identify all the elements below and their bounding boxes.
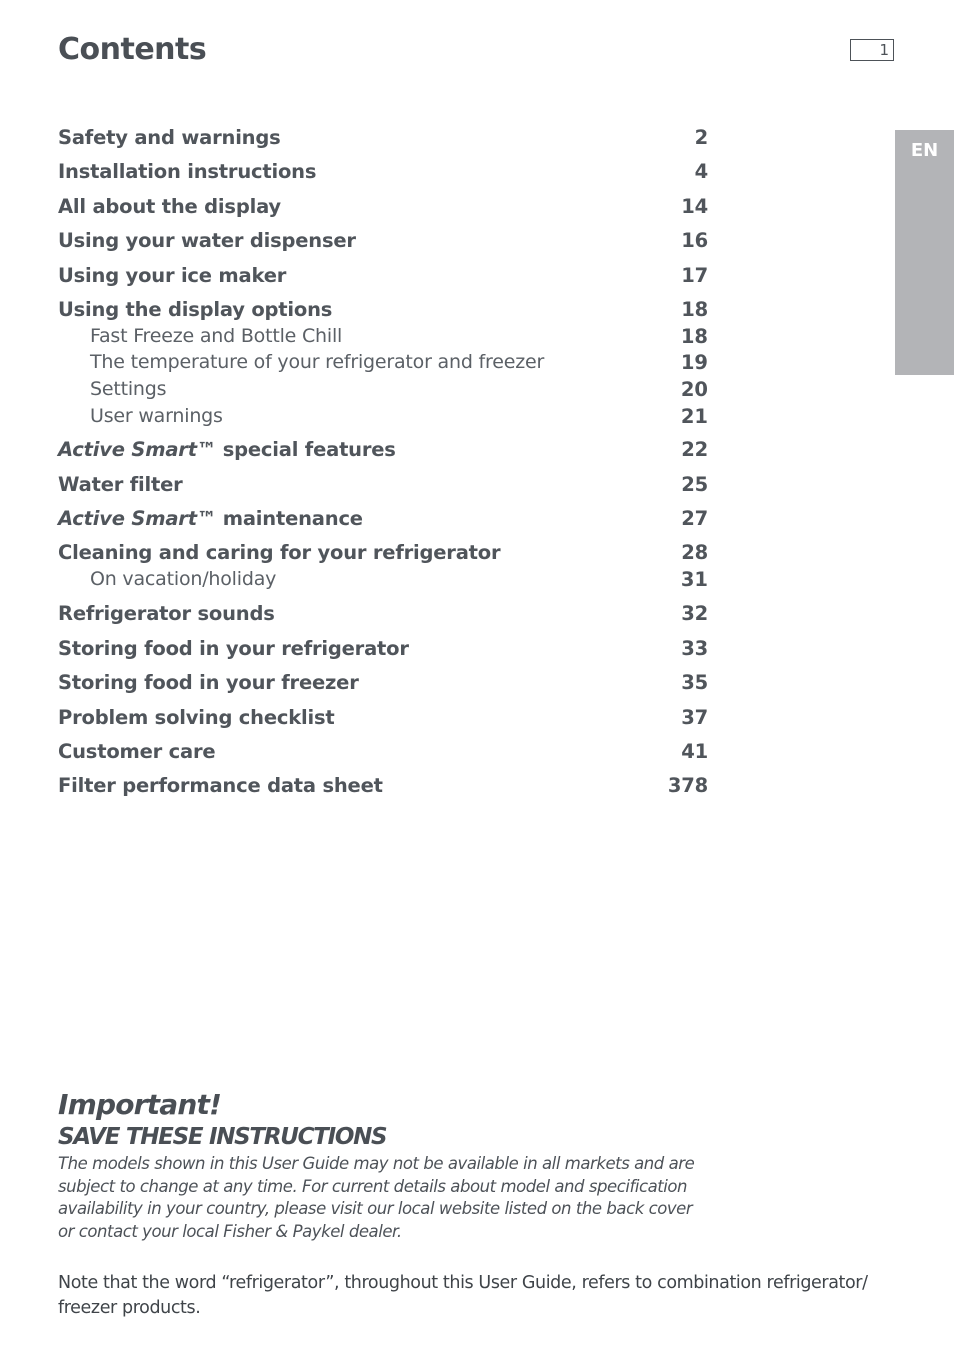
toc-entry-label: Water filter (58, 473, 183, 496)
toc-entry-page: 28 (681, 541, 708, 564)
toc-entry-label: Safety and warnings (58, 126, 281, 149)
toc-entry-label: Customer care (58, 740, 216, 763)
toc-entry-label: Active Smart™ special features (58, 438, 396, 461)
disclaimer-line: or contact your local Fisher & Paykel dealer. (58, 1222, 402, 1242)
disclaimer-line: subject to change at any time. For current details about model and specification (58, 1176, 688, 1196)
toc-entry-label: Storing food in your freezer (58, 671, 359, 694)
toc-subentry-page: 18 (680, 325, 708, 348)
toc-entry[interactable] (58, 195, 708, 225)
toc-entry[interactable] (58, 637, 708, 667)
toc-entry[interactable] (58, 671, 708, 701)
toc-entry-label: Using your water dispenser (58, 229, 356, 252)
toc-subentry-label: The temperature of your refrigerator and freezer (90, 351, 545, 373)
toc-entry-label: Problem solving checklist (58, 706, 335, 729)
toc-entry-label: Using your ice maker (58, 264, 287, 287)
refrigerator-note (58, 1271, 878, 1321)
toc-subentry[interactable] (58, 378, 708, 408)
toc-entry[interactable] (58, 706, 708, 736)
toc-entry[interactable] (58, 473, 708, 503)
page-number: 1 (850, 39, 894, 61)
toc-entry-page: 32 (681, 602, 708, 625)
toc-entry[interactable] (58, 298, 708, 328)
toc-entry[interactable] (58, 264, 708, 294)
toc-entry-page: 18 (681, 298, 708, 321)
save-instructions-heading: SAVE THESE INSTRUCTIONS (58, 1124, 387, 1150)
toc-entry-page: 17 (681, 264, 708, 287)
toc-entry-page: 16 (681, 229, 708, 252)
toc-subentry-label: User warnings (90, 405, 223, 427)
toc-entry-page: 41 (681, 740, 708, 763)
toc-entry-label: Filter performance data sheet (58, 774, 383, 797)
toc-entry[interactable] (58, 602, 708, 632)
toc-entry-page: 14 (681, 195, 708, 218)
toc-subentry-label: On vacation/holiday (90, 568, 277, 590)
toc-subentry-label: Settings (90, 378, 167, 400)
toc-entry-label: Storing food in your refrigerator (58, 637, 409, 660)
toc-subentry-page: 31 (680, 568, 708, 591)
toc-entry-label: Refrigerator sounds (58, 602, 275, 625)
toc-entry-label: Using the display options (58, 298, 333, 321)
toc-subentry[interactable] (58, 568, 708, 598)
toc-entry-label: All about the display (58, 195, 281, 218)
toc-entry-page: 378 (667, 774, 708, 797)
models-disclaimer (58, 1153, 698, 1244)
toc-subentry-page: 19 (680, 351, 708, 374)
toc-entry[interactable] (58, 740, 708, 770)
toc-entry-page: 4 (694, 160, 708, 183)
toc-entry[interactable] (58, 438, 708, 468)
toc-entry[interactable] (58, 774, 708, 804)
toc-entry[interactable] (58, 160, 708, 190)
toc-subentry[interactable] (58, 405, 708, 435)
toc-entry-page: 2 (694, 126, 708, 149)
note-line: Note that the word “refrigerator”, throughout this User Guide, refers to combination refrigerator/ (58, 1273, 868, 1293)
toc-subentry-page: 20 (680, 378, 708, 401)
disclaimer-line: availability in your country, please visit our local website listed on the back cover (58, 1199, 693, 1219)
toc-subentry[interactable] (58, 351, 708, 381)
toc-entry[interactable] (58, 507, 708, 537)
toc-entry-page: 33 (681, 637, 708, 660)
toc-entry-label: Active Smart™ maintenance (58, 507, 363, 530)
disclaimer-line: The models shown in this User Guide may not be available in all markets and are (58, 1154, 695, 1173)
toc-subentry-label: Fast Freeze and Bottle Chill (90, 325, 343, 347)
toc-entry[interactable] (58, 229, 708, 259)
page-title: Contents (58, 32, 207, 67)
language-tab-label: EN (910, 140, 939, 161)
toc-entry-page: 27 (681, 507, 708, 530)
toc-entry[interactable] (58, 541, 708, 571)
toc-entry-page: 37 (681, 706, 708, 729)
note-line: freezer products. (58, 1298, 201, 1318)
toc-subentry-page: 21 (680, 405, 708, 428)
important-heading: Important! (58, 1088, 222, 1121)
toc-entry-page: 25 (681, 473, 708, 496)
toc-entry-label: Cleaning and caring for your refrigerator (58, 541, 501, 564)
language-tab (895, 130, 954, 375)
toc-entry[interactable] (58, 126, 708, 156)
toc-entry-label: Installation instructions (58, 160, 317, 183)
toc-entry-page: 35 (681, 671, 708, 694)
toc-entry-page: 22 (681, 438, 708, 461)
